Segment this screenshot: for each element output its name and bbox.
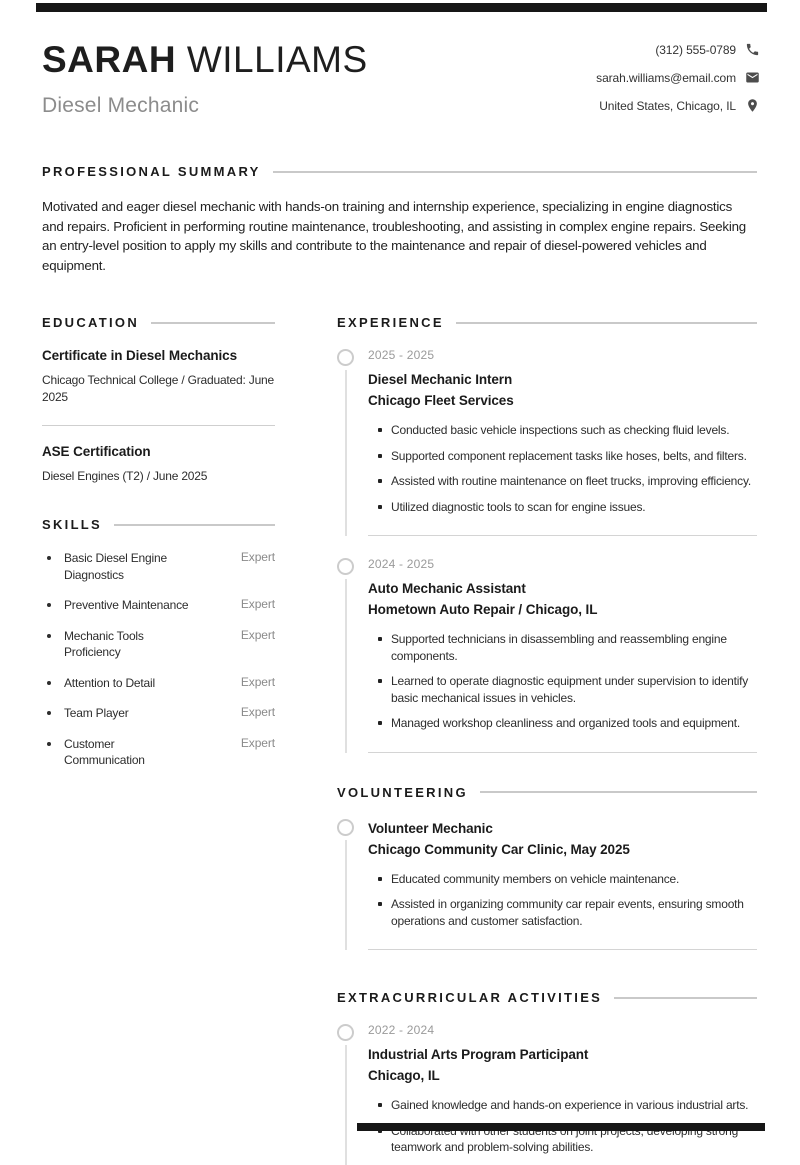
phone-number: (312) 555-0789	[655, 42, 736, 57]
top-accent-bar	[36, 3, 767, 12]
summary-heading: PROFESSIONAL SUMMARY	[42, 164, 261, 179]
spacer	[337, 536, 757, 557]
skills-heading: SKILLS	[42, 517, 103, 532]
bullet-dot-icon	[47, 634, 51, 638]
education-item	[42, 348, 275, 406]
bullet-text: teamwork and problem-solving abilities.	[391, 1140, 594, 1154]
education-title: ASE Certification	[42, 444, 151, 459]
bullet-dot-icon	[47, 556, 51, 560]
full-name	[42, 40, 368, 80]
skill-row	[42, 705, 275, 722]
skill-name: Preventive Maintenance	[64, 598, 189, 612]
bullet-dot-icon	[47, 711, 51, 715]
bullet-text: Conducted basic vehicle inspections such as checking fluid levels.	[391, 423, 730, 437]
education-detail: Diesel Engines (T2) / June 2025	[42, 469, 208, 483]
timeline-circle-icon	[337, 819, 354, 836]
entry-organization: Chicago Fleet Services	[368, 393, 514, 408]
divider	[368, 535, 757, 536]
bullet-text: Gained knowledge and hands-on experience in various industrial arts.	[391, 1098, 749, 1112]
entry-content	[368, 557, 757, 753]
bullet-item	[368, 896, 757, 929]
bullet-square-icon	[378, 902, 382, 906]
bullet-square-icon	[378, 721, 382, 725]
skill-row	[42, 628, 275, 661]
bullet-dot-icon	[47, 742, 51, 746]
volunteering-section	[337, 785, 757, 951]
bullet-item	[368, 871, 757, 888]
entry-bullets	[368, 871, 757, 930]
education-heading: EDUCATION	[42, 315, 140, 330]
bullet-square-icon	[378, 1103, 382, 1107]
timeline-line	[345, 1045, 347, 1165]
education-heading-row	[42, 315, 275, 330]
education-section	[42, 315, 275, 485]
timeline-circle-icon	[337, 1024, 354, 1041]
skill-name: Attention to Detail	[64, 675, 155, 690]
timeline-circle-icon	[337, 558, 354, 575]
bullet-text: Learned to operate diagnostic equipment under supervision to identify basic mechanical issues in vehicles.	[391, 674, 749, 705]
bullet-text: Assisted in organizing community car repair events, ensuring smooth operations and customer satisfaction.	[391, 897, 744, 928]
extracurricular-section	[337, 990, 757, 1165]
heading-rule	[114, 524, 275, 526]
entry-content	[368, 818, 757, 951]
education-title: Certificate in Diesel Mechanics	[42, 348, 237, 363]
timeline-gutter	[337, 557, 368, 753]
bullet-item	[368, 715, 757, 732]
bullet-text: Managed workshop cleanliness and organized tools and equipment.	[391, 716, 740, 730]
experience-entry	[337, 348, 757, 536]
bullet-item	[368, 422, 757, 439]
bullet-item	[368, 631, 757, 664]
contact-location	[599, 98, 760, 113]
skill-name: Team Player	[64, 706, 129, 720]
location-text: United States, Chicago, IL	[599, 98, 736, 113]
timeline-line	[345, 370, 347, 536]
entry-organization: Hometown Auto Repair / Chicago, IL	[368, 602, 598, 617]
envelope-icon	[745, 70, 760, 85]
contact-email	[596, 70, 760, 85]
skill-level: Expert	[240, 674, 275, 689]
entry-period: 2025 - 2025	[368, 348, 435, 362]
header	[0, 0, 800, 126]
volunteering-heading-row	[337, 785, 757, 800]
skill-level: Expert	[240, 627, 275, 642]
summary-heading-row	[42, 164, 757, 179]
first-name: SARAH	[42, 39, 177, 80]
entry-organization: Chicago, IL	[368, 1068, 440, 1083]
heading-rule	[273, 171, 757, 173]
volunteering-entry	[337, 818, 757, 951]
bullet-square-icon	[378, 479, 382, 483]
skill-level: Expert	[240, 735, 275, 750]
contact-phone	[655, 42, 760, 57]
skill-row	[42, 675, 275, 692]
timeline-gutter	[337, 818, 368, 951]
heading-rule	[151, 322, 275, 324]
skill-row	[42, 550, 275, 583]
skills-heading-row	[42, 517, 275, 532]
last-name: WILLIAMS	[186, 39, 368, 80]
extracurricular-heading-row	[337, 990, 757, 1005]
entry-bullets	[368, 422, 757, 515]
skill-level: Expert	[240, 550, 275, 564]
job-title: Diesel Mechanic	[42, 94, 200, 117]
bullet-text: Educated community members on vehicle maintenance.	[391, 871, 680, 886]
bottom-accent-bar	[357, 1123, 765, 1131]
bullet-text: Supported component replacement tasks like hoses, belts, and filters.	[391, 448, 747, 463]
entry-organization: Chicago Community Car Clinic, May 2025	[368, 841, 630, 857]
bullet-square-icon	[378, 428, 382, 432]
education-item	[42, 444, 275, 485]
bullet-square-icon	[378, 505, 382, 509]
skills-section	[42, 517, 275, 769]
entry-title: Volunteer Mechanic	[368, 820, 493, 836]
timeline-gutter	[337, 1023, 368, 1165]
entry-content	[368, 348, 757, 536]
summary-section	[0, 164, 800, 275]
bullet-text: Assisted with routine maintenance on fleet trucks, improving efficiency.	[391, 474, 752, 488]
experience-heading: EXPERIENCE	[337, 315, 444, 330]
heading-rule	[480, 791, 757, 793]
bullet-square-icon	[378, 877, 382, 881]
entry-period: 2024 - 2025	[368, 557, 435, 571]
identity-block	[42, 40, 368, 118]
experience-entry	[337, 557, 757, 753]
extracurricular-heading: EXTRACURRICULAR ACTIVITIES	[337, 990, 603, 1005]
skill-name: Basic Diesel Engine Diagnostics	[64, 551, 167, 582]
experience-section	[337, 315, 757, 753]
divider	[368, 949, 757, 950]
divider	[368, 752, 757, 753]
skill-level: Expert	[240, 705, 275, 719]
bullet-item	[368, 1097, 757, 1114]
bullet-dot-icon	[47, 681, 51, 685]
skill-name: Mechanic Tools Proficiency	[64, 628, 144, 659]
heading-rule	[456, 322, 757, 324]
bullet-item	[368, 448, 757, 465]
heading-rule	[614, 997, 757, 999]
phone-icon	[745, 42, 760, 57]
bullet-square-icon	[378, 679, 382, 683]
right-column	[337, 315, 757, 1165]
bullet-text: Supported technicians in disassembling and reassembling engine components.	[391, 632, 727, 663]
entry-period: 2022 - 2024	[368, 1023, 435, 1037]
timeline-gutter	[337, 348, 368, 536]
entry-title: Industrial Arts Program Participant	[368, 1047, 589, 1062]
map-pin-icon	[745, 98, 760, 113]
education-detail: Chicago Technical College / Graduated: June 2025	[42, 373, 274, 404]
bullet-square-icon	[378, 637, 382, 641]
skill-row	[42, 597, 275, 614]
volunteering-heading: VOLUNTEERING	[337, 784, 468, 800]
skill-row	[42, 736, 275, 769]
summary-text: Motivated and eager diesel mechanic with hands-on training and internship experience, specializing in engine diagnostics and repairs. Proficient in performing routine maintenance, troubleshooting, and assisting in complex engine repairs. Seeking an entry-level position to apply my skills and contribute to the maintenance and repair of diesel-powered vehicles and equipment.	[42, 199, 746, 273]
bullet-item	[368, 473, 757, 490]
bullet-item	[368, 499, 757, 516]
divider	[42, 425, 275, 426]
timeline-circle-icon	[337, 349, 354, 366]
two-column-body	[0, 315, 800, 1165]
entry-title: Diesel Mechanic Intern	[368, 372, 513, 387]
timeline-line	[345, 840, 347, 951]
skill-level: Expert	[240, 597, 275, 611]
experience-heading-row	[337, 315, 757, 330]
entry-content	[368, 1023, 757, 1165]
timeline-line	[345, 579, 347, 753]
extracurricular-entry	[337, 1023, 757, 1165]
entry-bullets	[368, 631, 757, 732]
bullet-item	[368, 673, 757, 706]
entry-title: Auto Mechanic Assistant	[368, 581, 526, 596]
bullet-square-icon	[378, 454, 382, 458]
contact-block	[596, 40, 760, 126]
left-column	[42, 315, 275, 1165]
email-address: sarah.williams@email.com	[596, 70, 736, 85]
bullet-text: Utilized diagnostic tools to scan for engine issues.	[391, 499, 646, 514]
skill-name: Customer Communication	[64, 736, 145, 767]
bullet-dot-icon	[47, 603, 51, 607]
